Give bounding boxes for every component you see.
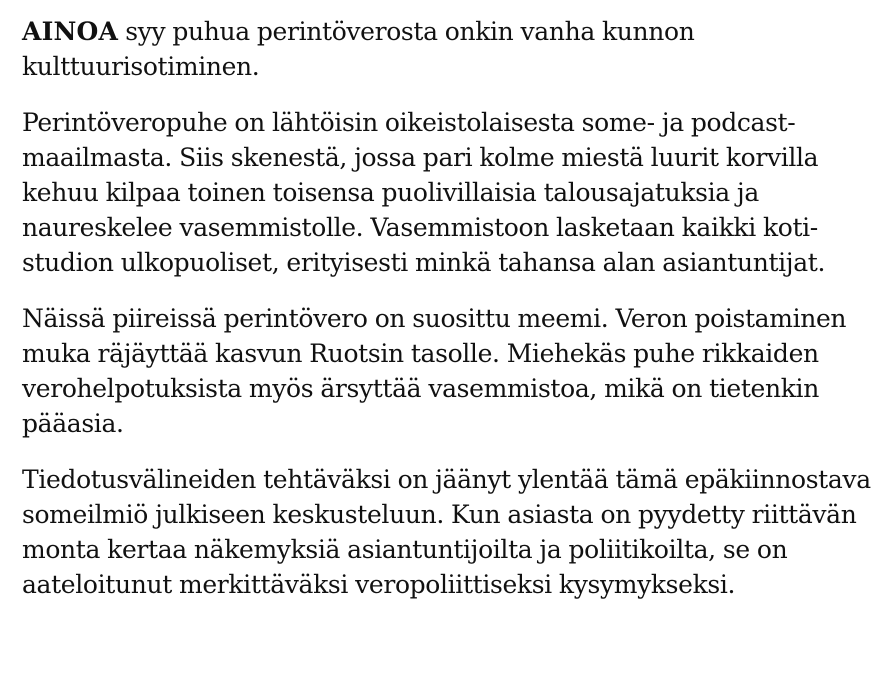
- lead-word: AINOA: [22, 17, 119, 46]
- paragraph-text-4: Tiedotusvälineiden tehtäväksi on jäänyt ylentää tämä epäkiinnostava someilmiö julkiseen keskusteluun. Kun asiasta on pyydetty riittävän monta kertaa näkemyksiä asiantuntijoilta ja poliitikoilta, se on aateloitunut merkittäväksi veropoliittiseksi kysymykseksi.: [22, 465, 871, 599]
- article-paragraph-2: [22, 105, 885, 280]
- paragraph-text-3: Näissä piireissä perintövero on suosittu meemi. Veron poistaminen muka räjäyttää kasvun Ruotsin tasolle. Miehekäs puhe rikkaiden verohelpotuksista myös ärsyttää vasemmistoa, mikä on tietenkin pääasia.: [22, 304, 847, 438]
- paragraph-text-2: Perintöveropuhe on lähtöisin oikeistolaisesta some- ja podcast-maailmasta. Siis skenestä, jossa pari kolme miestä luurit korvilla kehuu kilpaa toinen toisensa puolivillaisia talousajatuksia ja naureskelee vasemmistolle. Vasemmistoon lasketaan kaikki koti-studion ulkopuoliset, erityisesti minkä tahansa alan asiantuntijat.: [22, 108, 826, 277]
- article-paragraph-4: [22, 462, 885, 602]
- article-paragraph-3: [22, 301, 885, 441]
- article-paragraph-1: [22, 14, 885, 84]
- paragraph-text-1: syy puhua perintöverosta onkin vanha kunnon kulttuurisotiminen.: [22, 17, 695, 81]
